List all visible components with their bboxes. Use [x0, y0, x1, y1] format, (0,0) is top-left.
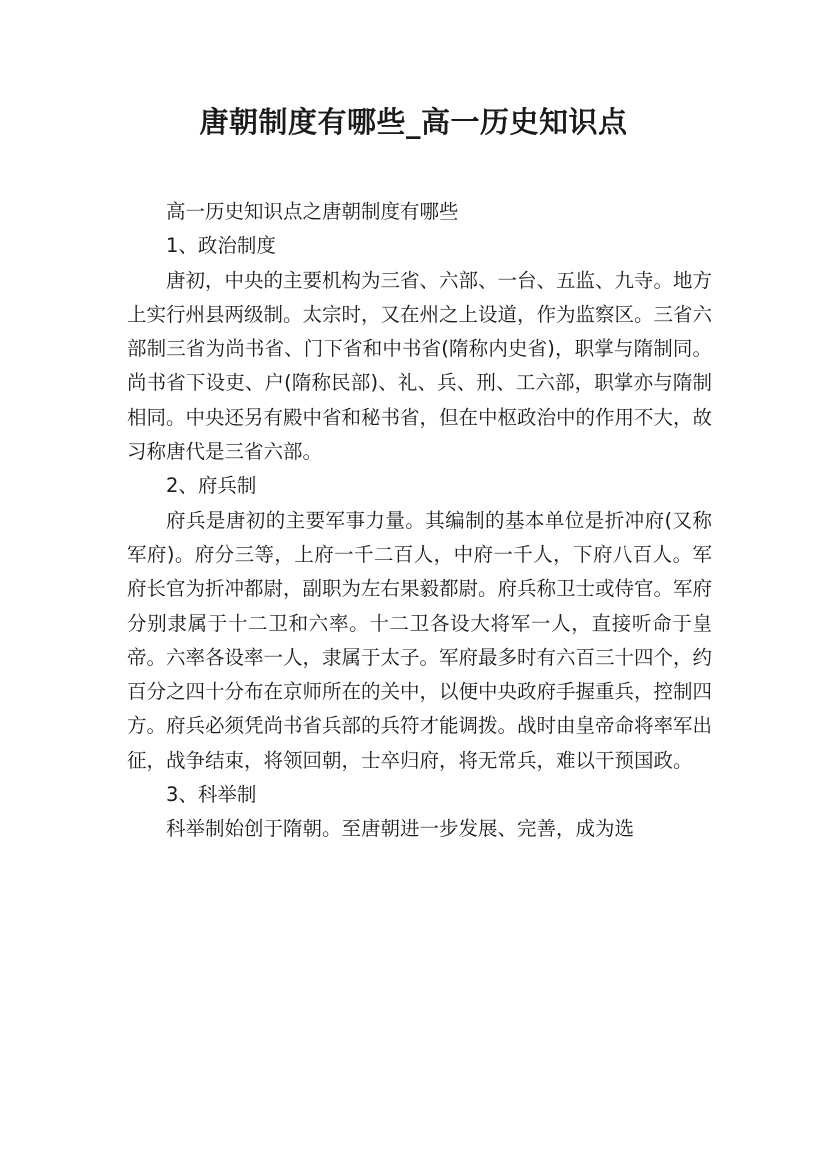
document-title: 唐朝制度有哪些_高一历史知识点 [199, 105, 628, 139]
paragraph-subtitle: 高一历史知识点之唐朝制度有哪些 [166, 200, 459, 223]
section-heading-politics: 1、政治制度 [166, 234, 276, 258]
document-body [127, 195, 712, 847]
paragraph-keju: 科举制始创于隋朝。至唐朝进一步发展、完善，成为选 [166, 817, 635, 841]
paragraph-fubing: 府兵是唐初的主要军事力量。其编制的基本单位是折冲府(又称军府)。府分三等，上府一千二百人，中府一千人，下府八百人。军府长官为折冲都尉，副职为左右果毅都尉。府兵称卫士或侍官。军府分别隶属于十二卫和六率。十二卫各设大将军一人，直接听命于皇帝。六率各设率一人，隶属于太子。军府最多时有六百三十四个，约百分之四十分布在京师所在的关中，以便中央政府手握重兵，控制四方。府兵必须凭尚书省兵部的兵符才能调拨。战时由皇帝命将率军出征，战争结束，将领回朝，士卒归府，将无常兵，难以干预国政。 [127, 508, 713, 772]
paragraph-politics: 唐初，中央的主要机构为三省、六部、一台、五监、九寺。地方上实行州县两级制。太宗时，又在州之上设道，作为监察区。三省六部制三省为尚书省、门下省和中书省(隋称内史省)，职掌与隋制同。尚书省下设吏、户(隋称民部)、礼、兵、刑、工六部，职掌亦与隋制相同。中央还另有殿中省和秘书省，但在中枢政治中的作用不大，故习称唐代是三省六部。 [127, 268, 713, 464]
section-heading-keju: 3、科举制 [166, 783, 257, 807]
section-heading-fubing: 2、府兵制 [166, 474, 257, 498]
